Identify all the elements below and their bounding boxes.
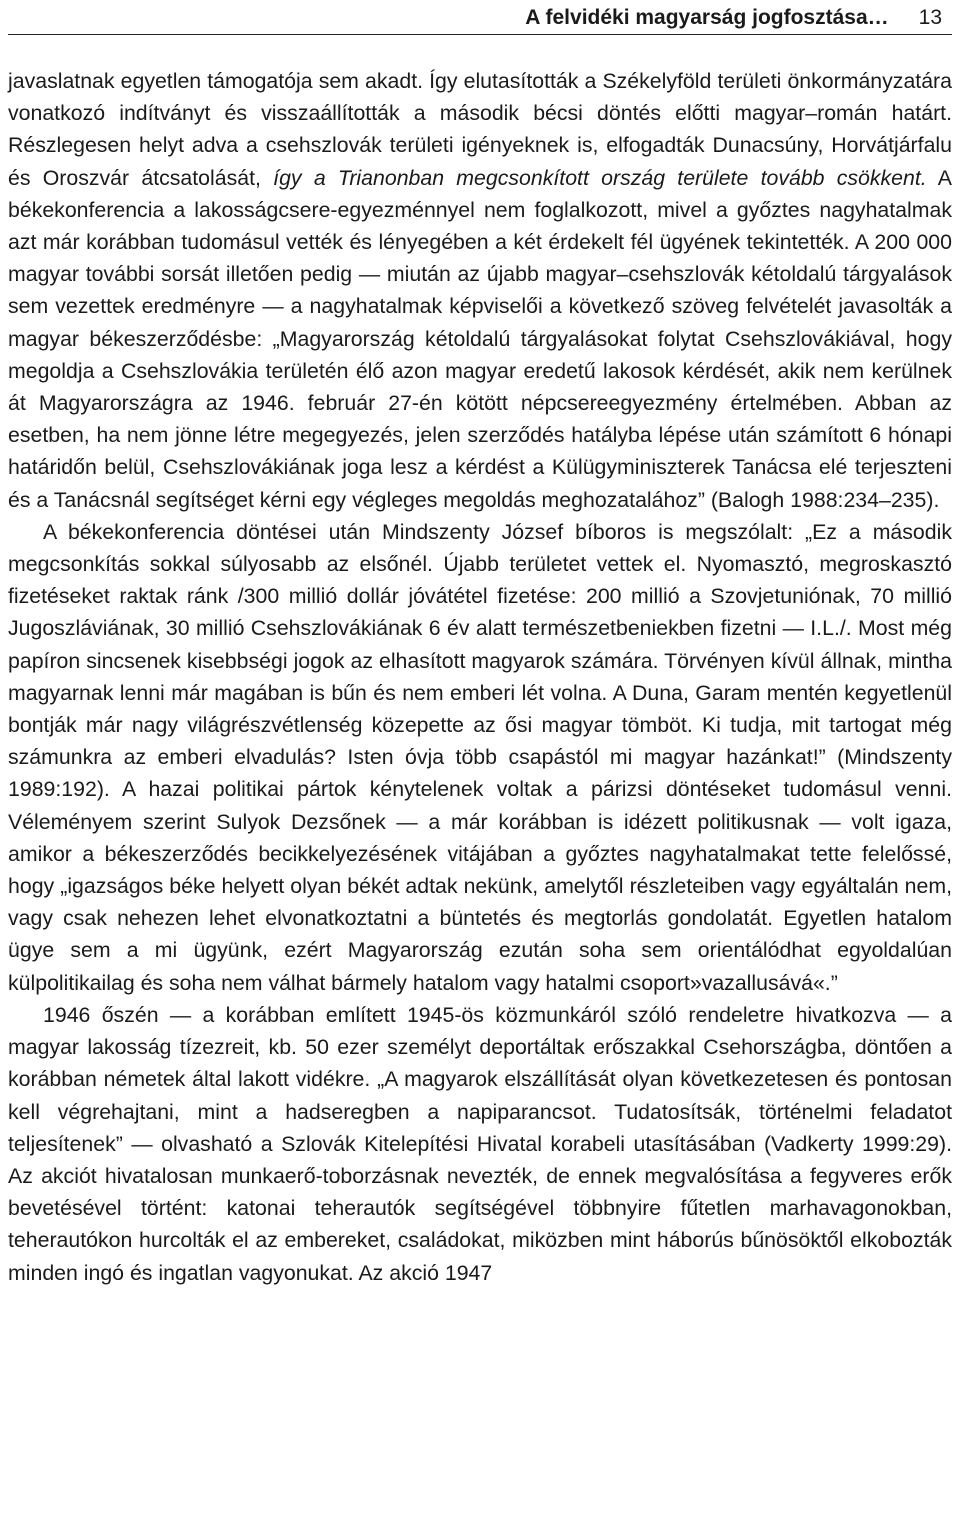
paragraph-3 [8, 999, 952, 1289]
paragraph-1 [8, 65, 952, 516]
paragraph-2 [8, 516, 952, 999]
page-number: 13 [918, 6, 942, 29]
paragraph-1-text-b: A békekonferencia a lakosságcsere-egyezménnyel nem foglalkozott, mivel a győztes nagyhatalmak azt már korábban tudomásul vették és lényegében a két érdekelt fél ügyének tekintették. A 200 000 magyar további sorsát illetően pedig — miután az újabb magyar–csehszlovák kétoldalú tárgyalások sem vezettek eredményre — a nagyhatalmak képviselői a következő szöveg felvételét javasolták a magyar békeszerződésbe: „Magyarország kétoldalú tárgyalásokat folytat Csehszlovákiával, hogy megoldja a Csehszlovákia területén élő azon magyar eredetű lakosok kérdését, akik nem kerülnek át Magyarországra az 1946. február 27-én kötött népcsereegyezmény értelmében. Abban az esetben, ha nem jönne létre megegyezés, jelen szerződés hatályba lépése után számított 6 hónapi határidőn belül, Csehszlovákiának joga lesz a kérdést a Külügyminiszterek Tanácsa elé terjeszteni és a Tanácsnál segítséget kérni egy végleges megoldás meghozatalához” (Balogh 1988:234–235). [8, 165, 952, 512]
paragraph-1-text-a: javaslatnak egyetlen támogatója sem akadt. Így elutasították a Székelyföld területi önkormányzatára vonatkozó indítványt és visszaállították a második bécsi döntés előtti magyar–román határt. Részlegesen helyt adva a csehszlovák területi igényeknek is, elfogadták Dunacsúny, Horvátjárfalu és Oroszvár átcsatolását, [8, 69, 952, 190]
running-header [8, 0, 952, 35]
running-title: A felvidéki magyarság jogfosztása… [525, 6, 889, 29]
paragraph-3-text: 1946 őszén — a korábban említett 1945-ös közmunkáról szóló rendeletre hivatkozva — a magyar lakosság tízezreit, kb. 50 ezer személyt deportáltak erőszakkal Csehországba, döntően a korábban németek által lakott vidékre. „A magyarok elszállítását olyan következetesen és pontosan kell végrehajtani, mint a hadseregben a napiparancsot. Tudatosítsák, történelmi feladatot teljesítenek” — olvasható a Szlovák Kitelepítési Hivatal korabeli utasításában (Vadkerty 1999:29). Az akciót hivatalosan munkaerő-toborzásnak nevezték, de ennek megvalósítása a fegyveres erők bevetésével történt: katonai teherautók segítségével többnyire fűtetlen marhavagonokban, teherautókon hurcolták el az embereket, családokat, miközben mint háborús bűnösöktől elkobozták minden ingó és ingatlan vagyonukat. Az akció 1947 [8, 1002, 952, 1285]
paragraph-2-text: A békekonferencia döntései után Mindszenty József bíboros is megszólalt: „Ez a második megcsonkítás sokkal súlyosabb az elsőnél. Újabb területet vettek el. Nyomasztó, megroskasztó fizetéseket raktak ránk /300 millió dollár jóvátétel fizetése: 200 millió a Szovjetuniónak, 70 millió Jugoszláviának, 30 millió Csehszlovákiának 6 év alatt természetbeniekben fizetni — I.L./. Most még papíron sincsenek kisebbségi jogok az elhasított magyarok számára. Törvényen kívül állnak, mintha magyarnak lenni már magában is bűn és nem emberi lét volna. A Duna, Garam mentén kegyetlenül bontják már nagy világrészvétlenség közepette az ősi magyar tömböt. Ki tudja, mit tartogat még számunkra az emberi elvadulás? Isten óvja több csapástól mi magyar hazánkat!” (Mindszenty 1989:192). A hazai politikai pártok kénytelenek voltak a párizsi döntéseket tudomásul venni. Véleményem szerint Sulyok Dezsőnek — a már korábban is idézett politikusnak — volt igaza, amikor a békeszerződés becikkelyezésének vitájában a győztes nagyhatalmakat tette felelőssé, hogy „igazságos béke helyett olyan békét adtak nekünk, amelytől részleteiben vagy egyáltalán nem, vagy csak nehezen lehet elvonatkoztatni a büntetés és megtorlás gondolatát. Egyetlen hatalom ügye sem a mi ügyünk, ezért Magyarország ezután soha sem orientálódhat egyoldalúan külpolitikailag és soha nem válhat bármely hatalom vagy hatalmi csoport»vazallusává«.” [8, 519, 952, 995]
paragraph-1-italic-text: így a Trianonban megcsonkított ország területe tovább csökkent. [273, 165, 927, 190]
body-text [8, 65, 952, 1289]
